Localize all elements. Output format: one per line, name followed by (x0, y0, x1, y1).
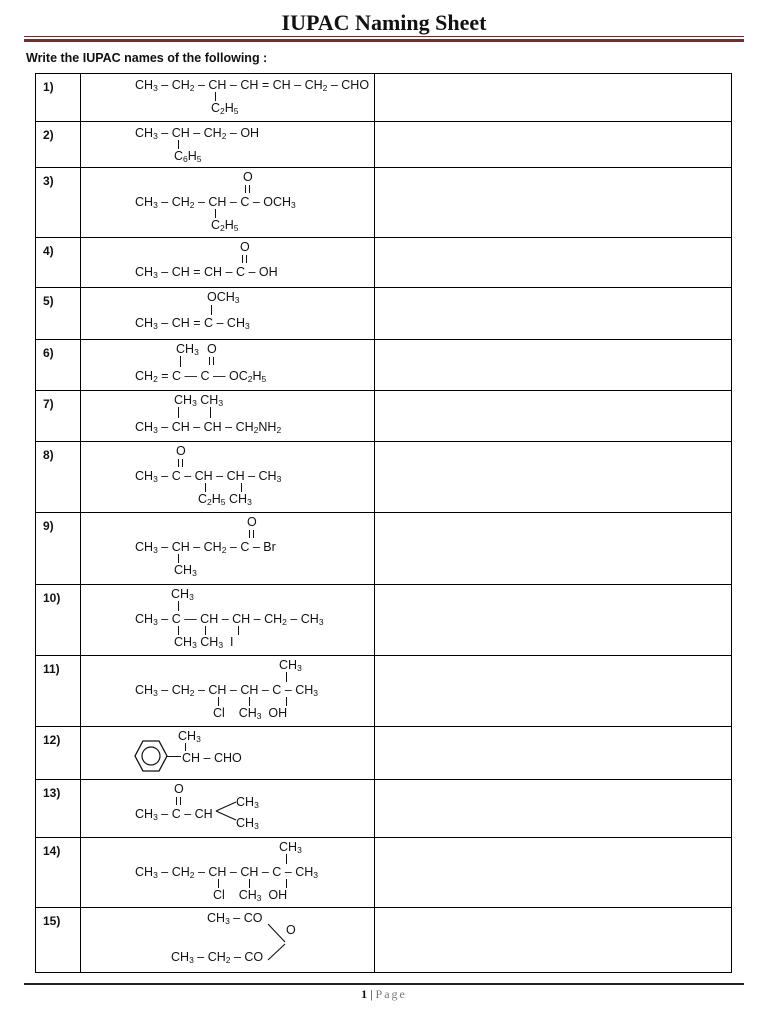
structure-cell (81, 442, 375, 513)
question-row (36, 513, 732, 585)
question-number: 1) (43, 80, 54, 94)
answer-cell[interactable] (375, 391, 732, 442)
question-row (36, 442, 732, 513)
structure-formula: O $CH_3$ – C – CH – CH – $CH_3$ $C_2H_5$ $CH_3$ (135, 444, 282, 507)
question-number: 7) (43, 397, 54, 411)
structure-cell (81, 656, 375, 727)
page-separator: | (370, 987, 373, 1001)
question-number: 15) (43, 914, 61, 928)
question-row (36, 74, 732, 122)
question-number: 5) (43, 294, 54, 308)
page-footer (0, 987, 768, 1002)
answer-cell[interactable] (375, 442, 732, 513)
benzene-ring-icon (133, 739, 169, 773)
structure-formula: $CH_3$ $CH_3 - CH_2$ – CH – CH – C – $CH_3$ Cl $CH_3$ OH (135, 840, 318, 903)
answer-cell[interactable] (375, 168, 732, 238)
structure-cell (81, 727, 375, 780)
answer-cell[interactable] (375, 238, 732, 288)
structure-formula: $CH_3$ CH – CHO (81, 727, 374, 779)
answer-cell[interactable] (375, 122, 732, 168)
instruction-text: Write the IUPAC names of the following : (26, 51, 268, 65)
structure-cell (81, 168, 375, 238)
question-table (35, 73, 732, 973)
page-number: 1 (361, 987, 368, 1001)
question-number: 13) (43, 786, 61, 800)
page-title: IUPAC Naming Sheet (281, 10, 487, 35)
page-label: Page (375, 987, 407, 1001)
question-row (36, 780, 732, 838)
answer-cell[interactable] (375, 585, 732, 656)
structure-formula: O $CH_3$ – CH = CH – C – OH (135, 240, 278, 280)
answer-cell[interactable] (375, 340, 732, 391)
question-number: 11) (43, 662, 60, 676)
structure-cell (81, 838, 375, 908)
structure-cell (81, 238, 375, 288)
structure-formula: $OCH_3$ $CH_3$ – CH = C – $CH_3$ (135, 290, 250, 331)
question-number: 10) (43, 591, 61, 605)
structure-cell (81, 513, 375, 585)
question-row (36, 908, 732, 973)
answer-cell[interactable] (375, 656, 732, 727)
question-number: 3) (43, 174, 54, 188)
question-row (36, 340, 732, 391)
structure-formula: $CH_3$ $CH_3$ $CH_3$ – CH – CH – $CH_2NH_2$ (135, 393, 282, 435)
structure-formula: $CH_3$ – CH – $CH_2$ – OH $C_6H_5$ (135, 126, 260, 164)
answer-cell[interactable] (375, 288, 732, 340)
question-row (36, 122, 732, 168)
title-rule-thin (24, 36, 744, 37)
question-row (36, 288, 732, 340)
answer-cell[interactable] (375, 727, 732, 780)
answer-cell[interactable] (375, 513, 732, 585)
structure-cell (81, 585, 375, 656)
structure-formula: $CH_3$ $CH_3 - CH_2$ – CH – CH – C – $CH_3$ Cl $CH_3$ OH (135, 658, 318, 721)
structure-cell (81, 340, 375, 391)
question-number: 8) (43, 448, 54, 462)
question-row (36, 585, 732, 656)
question-row (36, 168, 732, 238)
question-row (36, 838, 732, 908)
structure-formula: O $CH_3$ – CH – $CH_2$ – C – Br $CH_3$ (135, 515, 276, 578)
structure-formula: $CH_3$ O $CH_2 = C$ — C — $OC_2H_5$ (135, 342, 267, 384)
structure-cell (81, 122, 375, 168)
structure-cell (81, 908, 375, 973)
answer-cell[interactable] (375, 908, 732, 973)
branch-bond-icon (215, 800, 237, 822)
question-number: 6) (43, 346, 54, 360)
question-row (36, 727, 732, 780)
footer-rule (24, 983, 744, 985)
answer-cell[interactable] (375, 838, 732, 908)
structure-cell (81, 288, 375, 340)
answer-cell[interactable] (375, 780, 732, 838)
question-row (36, 238, 732, 288)
structure-cell (81, 74, 375, 122)
structure-cell (81, 391, 375, 442)
question-row (36, 391, 732, 442)
question-number: 9) (43, 519, 54, 533)
question-row (36, 656, 732, 727)
structure-formula: $CH_3$ – CO O $CH_3 - CH_2$ – CO (171, 911, 296, 965)
structure-formula: O $CH_3$ – C – CH $CH_3$ $CH_3$ (135, 782, 259, 831)
question-number: 2) (43, 128, 54, 142)
question-number: 12) (43, 733, 61, 747)
question-number: 4) (43, 244, 54, 258)
structure-formula: $CH_3 - CH_2$ – CH – CH = CH – $CH_2$ – CHO $C_2H_5$ (135, 78, 370, 116)
structure-formula: $CH_3$ $CH_3$ – C — CH – CH – $CH_2 - CH_3$ $CH_3$ $CH_3$ I (135, 587, 324, 650)
structure-formula: O $CH_3 - CH_2$ – CH – C – $OCH_3$ $C_2H_5$ (135, 170, 296, 233)
question-number: 14) (43, 844, 61, 858)
structure-cell (81, 780, 375, 838)
title-rule-thick (24, 39, 744, 42)
answer-cell[interactable] (375, 74, 732, 122)
